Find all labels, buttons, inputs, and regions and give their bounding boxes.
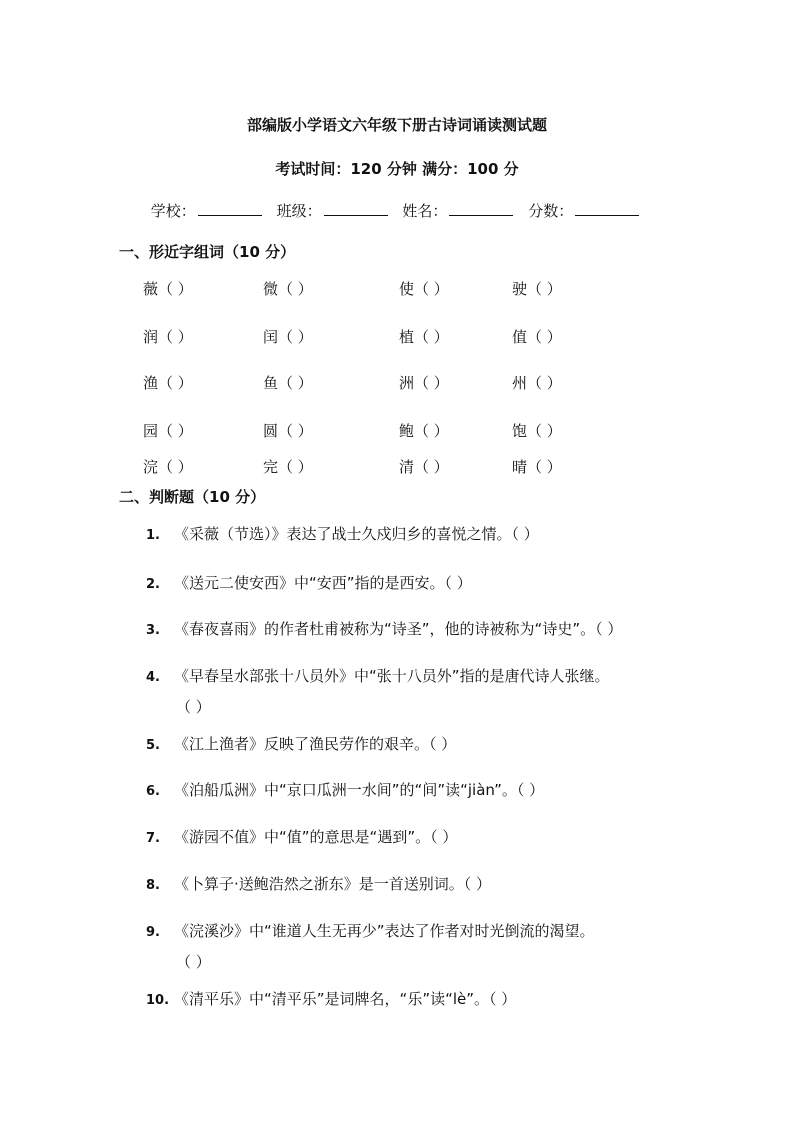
question-text: 《采薇（节选）》表达了战士久戍归乡的喜悦之情。（ ） — [174, 525, 539, 543]
question-text: 《浣溪沙》中“谁道人生无再少”表达了作者对时光倒流的渴望。 — [174, 922, 595, 940]
score-label: 分数： — [528, 202, 574, 220]
question-item — [146, 618, 622, 639]
word-item: 洲（ ） — [399, 374, 449, 392]
name-label: 姓名： — [402, 202, 448, 220]
question-answer-paren: （ ） — [176, 953, 211, 971]
word-row — [0, 456, 794, 480]
word-item: 饱（ ） — [512, 422, 562, 440]
word-item: 晴（ ） — [512, 458, 562, 476]
word-item: 植（ ） — [399, 328, 449, 346]
word-row — [0, 420, 794, 444]
school-label: 学校： — [150, 202, 196, 220]
class-label: 班级： — [276, 202, 322, 220]
question-text: 《送元二使安西》中“安西”指的是西安。（ ） — [174, 574, 472, 592]
question-item — [146, 665, 610, 686]
page-title: 部编版小学语文六年级下册古诗词诵读测试题 — [246, 116, 547, 134]
word-row — [0, 326, 794, 350]
question-item — [146, 920, 595, 941]
question-item — [146, 826, 457, 847]
question-number: 1. — [146, 528, 160, 543]
question-text: 《卜算子·送鲍浩然之浙东》是一首送别词。（ ） — [174, 875, 492, 893]
section-2-heading: 二、判断题（10 分） — [119, 488, 266, 506]
question-item — [146, 779, 544, 800]
question-text: 《江上渔者》反映了渔民劳作的艰辛。（ ） — [174, 735, 457, 753]
word-row — [0, 278, 794, 302]
question-number: 5. — [146, 738, 160, 753]
word-item: 鲍（ ） — [399, 422, 449, 440]
question-item — [146, 988, 516, 1009]
question-text: 《早春呈水部张十八员外》中“张十八员外”指的是唐代诗人张继。 — [174, 667, 610, 685]
word-item: 驶（ ） — [512, 280, 562, 298]
word-item: 渔（ ） — [143, 374, 193, 392]
exam-subtitle: 考试时间：120 分钟 满分：100 分 — [275, 160, 519, 178]
question-number: 4. — [146, 670, 160, 685]
score-blank[interactable] — [575, 201, 639, 216]
question-item — [146, 572, 472, 593]
question-number: 10. — [146, 993, 170, 1008]
word-item: 薇（ ） — [143, 280, 193, 298]
word-item: 清（ ） — [399, 458, 449, 476]
question-number: 6. — [146, 784, 160, 799]
question-text: 《清平乐》中“清平乐”是词牌名，“乐”读“lè”。（ ） — [174, 990, 517, 1008]
word-item: 浣（ ） — [143, 458, 193, 476]
word-item: 园（ ） — [143, 422, 193, 440]
word-item: 鱼（ ） — [263, 374, 313, 392]
question-text: 《泊船瓜洲》中“京口瓜洲一水间”的“间”读“jiàn”。（ ） — [174, 781, 545, 799]
class-blank[interactable] — [324, 201, 388, 216]
question-number: 2. — [146, 577, 160, 592]
question-item — [146, 873, 491, 894]
section-1-heading: 一、形近字组词（10 分） — [119, 243, 296, 261]
question-item — [146, 733, 456, 754]
word-item: 值（ ） — [512, 328, 562, 346]
question-answer-paren: （ ） — [176, 698, 211, 716]
word-item: 润（ ） — [143, 328, 193, 346]
question-text: 《游园不值》中“值”的意思是“遇到”。（ ） — [174, 828, 458, 846]
word-item: 圆（ ） — [263, 422, 313, 440]
school-blank[interactable] — [198, 201, 262, 216]
question-text: 《春夜喜雨》的作者杜甫被称为“诗圣”，他的诗被称为“诗史”。（ ） — [174, 620, 623, 638]
word-item: 完（ ） — [263, 458, 313, 476]
question-number: 9. — [146, 925, 160, 940]
word-item: 微（ ） — [263, 280, 313, 298]
question-item — [146, 523, 539, 544]
word-item: 州（ ） — [512, 374, 562, 392]
word-item: 闰（ ） — [263, 328, 313, 346]
word-row — [0, 372, 794, 396]
student-info-line — [0, 200, 794, 221]
name-blank[interactable] — [449, 201, 513, 216]
question-number: 3. — [146, 623, 160, 638]
word-item: 使（ ） — [399, 280, 449, 298]
question-number: 7. — [146, 831, 160, 846]
question-number: 8. — [146, 878, 160, 893]
